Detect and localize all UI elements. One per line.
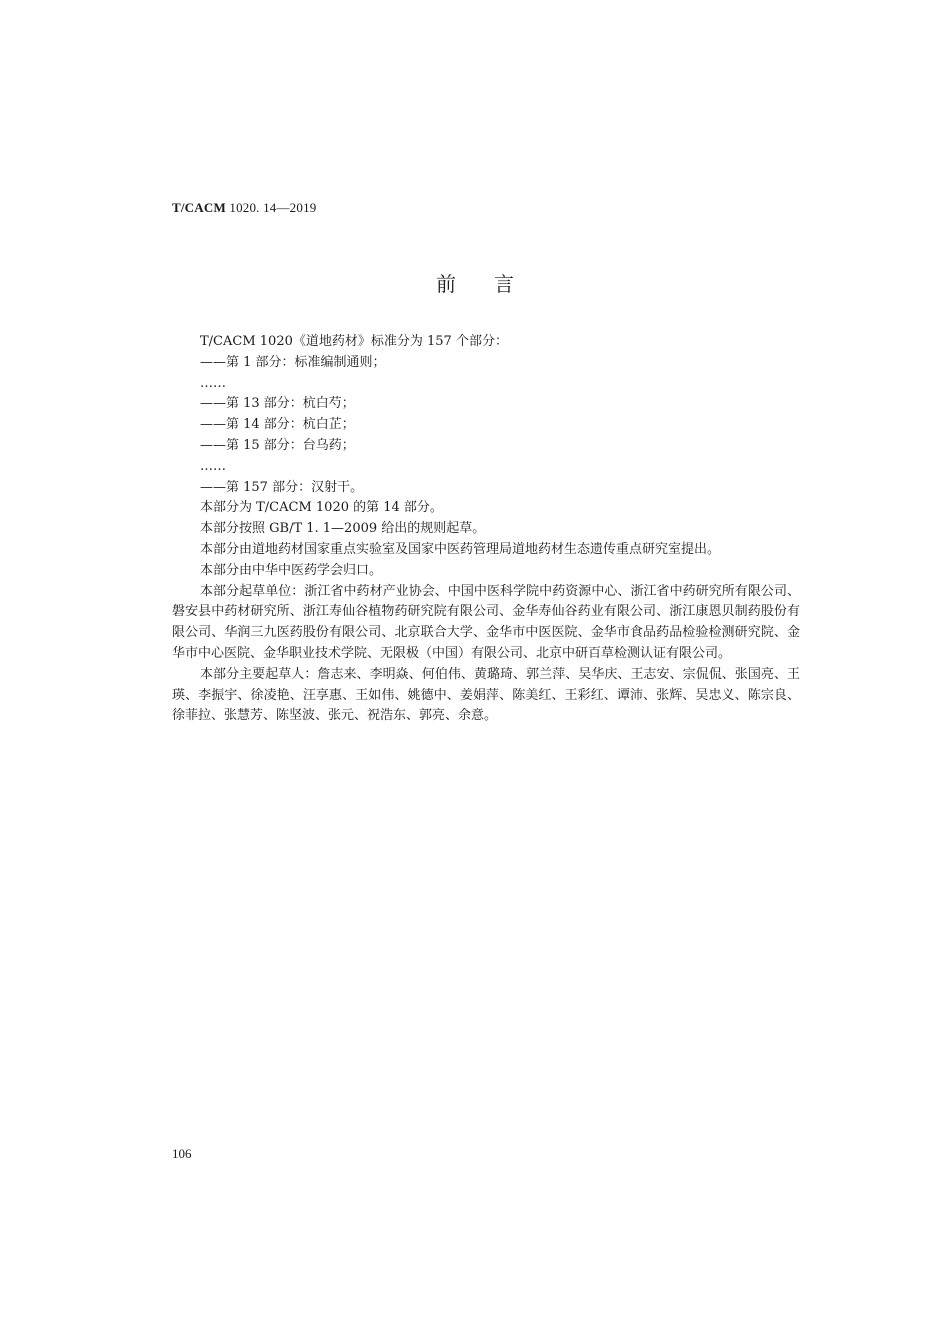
page-title: 前言 xyxy=(436,272,552,296)
drafters-paragraph: 本部分主要起草人：詹志来、李明焱、何伯伟、黄璐琦、郭兰萍、吴华庆、王志安、宗侃侃、张国亮、王瑛、李振宇、徐凌艳、汪享惠、王如伟、姚德中、姜娟萍、陈美红、王彩红、谭沛、张辉、吴忠义、陈宗良、徐菲拉、张慧芳、陈坚波、张元、祝浩东、郭亮、余意。 xyxy=(172,666,800,724)
intro-line: T/CACM 1020《道地药材》标准分为 157 个部分： xyxy=(200,334,508,349)
foreword-body xyxy=(172,332,800,727)
standard-code-prefix: T/CACM xyxy=(172,200,226,215)
statement-line: 本部分由道地药材国家重点实验室及国家中医药管理局道地药材生态遗传重点研究室提出。 xyxy=(200,541,721,557)
standard-code-header xyxy=(172,200,316,216)
page-number: 106 xyxy=(172,1146,192,1161)
drafting-units-paragraph: 本部分起草单位：浙江省中药材产业协会、中国中医科学院中药资源中心、浙江省中药研究所有限公司、磐安县中药材研究所、浙江寿仙谷植物药研究院有限公司、金华寿仙谷药业有限公司、浙江康恩贝制药股份有限公司、华润三九医药股份有限公司、北京联合大学、金华市中医医院、金华市食品药品检验检测研究院、金华市中心医院、金华职业技术学院、无限极（中国）有限公司、北京中研百草检测认证有限公司。 xyxy=(172,583,800,661)
part-item: ——第 15 部分：台乌药； xyxy=(200,437,355,453)
part-item: ——第 14 部分：杭白芷； xyxy=(200,417,355,433)
part-item: …… xyxy=(200,375,226,391)
part-item: ——第 1 部分：标准编制通则； xyxy=(200,354,386,370)
part-item: ——第 157 部分：汉射干。 xyxy=(200,479,364,495)
statement-line: 本部分按照 GB/T 1. 1—2009 给出的规则起草。 xyxy=(200,521,486,537)
part-item: ——第 13 部分：杭白芍； xyxy=(200,396,355,412)
statement-line: 本部分由中华中医药学会归口。 xyxy=(200,562,383,578)
standard-code-suffix: 1020. 14—2019 xyxy=(225,200,317,215)
statement-line: 本部分为 T/CACM 1020 的第 14 部分。 xyxy=(200,500,443,516)
part-item: …… xyxy=(200,458,226,474)
